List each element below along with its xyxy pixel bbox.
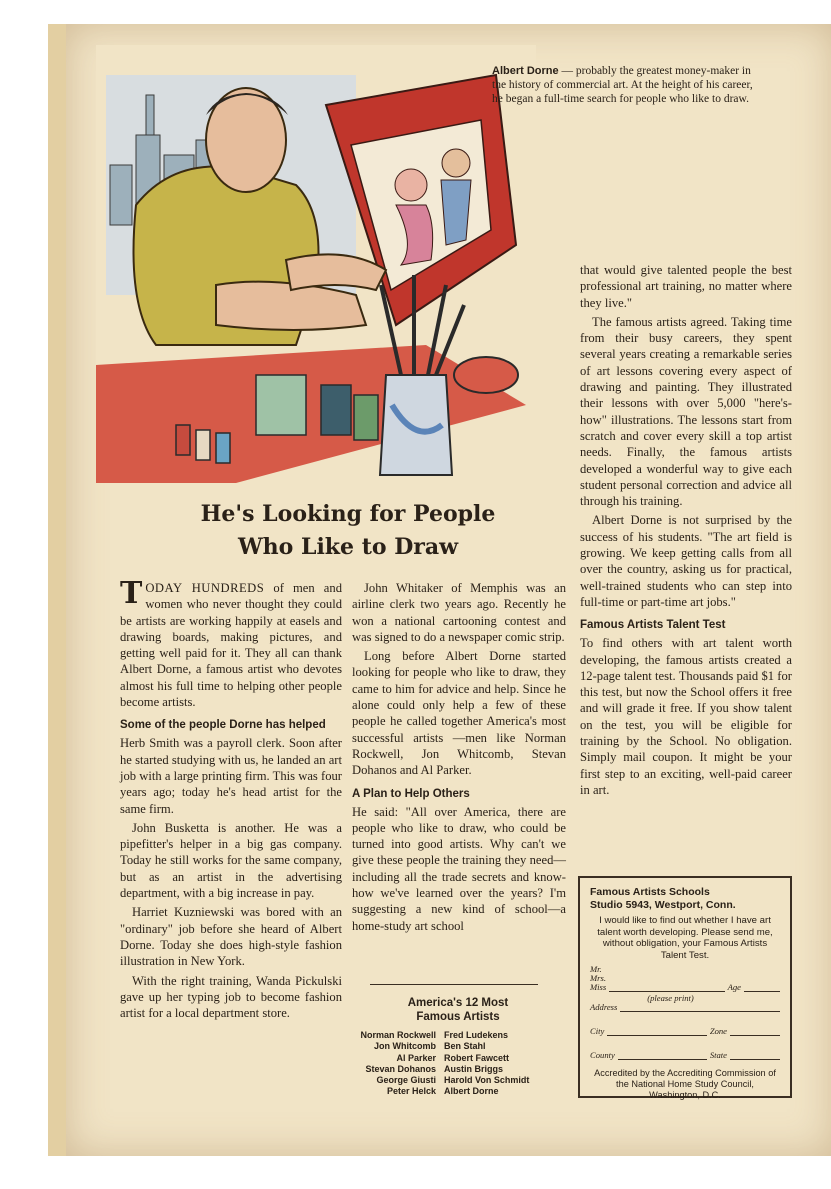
address-field[interactable]: Address xyxy=(590,1002,780,1012)
city-zone-field[interactable]: City Zone xyxy=(590,1026,780,1036)
article-column-1 xyxy=(120,576,342,1024)
article-paragraph: that would give talented people the best professional art training, no matter where they live." xyxy=(580,263,792,310)
article-column-2 xyxy=(352,580,566,937)
artists-list-title: America's 12 Most Famous Artists xyxy=(407,997,509,1023)
drop-cap: T xyxy=(120,576,143,611)
artist-name: Albert Dorne xyxy=(444,1086,499,1097)
artist-name: Austin Briggs xyxy=(444,1063,504,1074)
article-paragraph: John Busketta is another. He was a pipefitter's helper in a big gas company. Today he still works for the same company, but as an artist in the advertising department, with a big increase in pay. xyxy=(120,820,342,901)
artist-name: Norman Rockwell xyxy=(360,1030,436,1040)
artist-name: Ben Stahl xyxy=(444,1041,486,1052)
article-paragraph: The famous artists agreed. Taking time from their busy careers, they spent several years creating a remarkable series of art lessons covering every aspect of drawing and painting. They illustrated their lessons with over 5,000 "here's-how" illustrations. The lessons start from scratch and cover every skill a top artist needs. Finally, the famous artists developed a wonderful way to give each student personal correction and advice all through his training. xyxy=(580,314,792,509)
artist-name: Robert Fawcett xyxy=(444,1052,510,1063)
artist-illustration xyxy=(96,45,536,483)
article-paragraph: Harriet Kuzniewski was bored with an "ordinary" job before she heard of Albert Dorne. Today she does high-style fashion illustration in New York. xyxy=(120,905,342,969)
subhead-plan: A Plan to Help Others xyxy=(352,787,470,800)
caption-name: Albert Dorne xyxy=(492,65,559,77)
subhead-talent-test: Famous Artists Talent Test xyxy=(580,619,726,632)
illustration-caption xyxy=(492,64,762,106)
headline-line2: Who Like to Draw xyxy=(237,534,459,560)
artist-name: Fred Ludekens xyxy=(444,1030,509,1040)
coupon-address: Studio 5943, Westport, Conn. xyxy=(590,899,736,911)
article-paragraph: With the right training, Wanda Pickulski gave up her typing job to become fashion artist for a local department store. xyxy=(120,973,342,1021)
artist-name: Jon Whitcomb xyxy=(374,1041,436,1052)
headline xyxy=(118,498,578,564)
artist-name: Al Parker xyxy=(396,1052,436,1063)
artist-name: Peter Helck xyxy=(386,1086,436,1097)
article-paragraph: TODAY HUNDREDS of men and women who never thought they could be artists are working happily at easels and drawing boards, making pictures, and getting well paid for it. They all can thank Albert Dorne, a famous artist who devotes almost his full time to helping other people become artists. xyxy=(120,576,342,710)
accreditation-note: Accredited by the Accrediting Commission of the National Home Study Council, Washington, D.C. xyxy=(594,1068,776,1100)
artists-list xyxy=(342,1030,562,1098)
county-state-field[interactable]: County State xyxy=(590,1050,780,1060)
artist-name: Stevan Dohanos xyxy=(365,1063,436,1074)
coupon-body: I would like to find out whether I have art talent worth developing. Please send me, without obligation, your Famous Artists Talent Test. xyxy=(597,915,773,961)
article-paragraph: John Whitaker of Memphis was an airline clerk two years ago. Recently he won a national cartooning contest and was signed to do a newspaper comic strip. xyxy=(352,581,566,644)
article-paragraph: Herb Smith was a payroll clerk. Soon after he started studying with us, he landed an art job with a large printing firm. This was four years ago; today he's head artist for the same firm. xyxy=(120,736,342,816)
article-column-3 xyxy=(580,262,792,801)
divider xyxy=(370,984,538,985)
caption-text: — probably the greatest money-maker in the history of commercial art. At the height of his career, he began a full-time search for people who like to draw. xyxy=(492,65,753,105)
article-paragraph: He said: "All over America, there are people who like to draw, who could be turned into good artists. Why can't we give these people the training they need—including all the trade secrets and know-how we've learned over the years? I'm suggesting a new kind of school—a home-study art school xyxy=(352,804,566,933)
lead-in: ODAY HUNDREDS xyxy=(145,581,265,595)
article-paragraph: Albert Dorne is not surprised by the success of his students. "The art field is growing. We keep getting calls from all over the country, asking us for practical, well-trained students who can step into full-time or part-time art jobs." xyxy=(580,513,792,609)
artist-name: George Giusti xyxy=(376,1075,436,1086)
coupon-title: Famous Artists Schools xyxy=(590,886,710,898)
headline-line1: He's Looking for People xyxy=(200,501,496,527)
name-field[interactable]: Mr. Mrs. Miss (please print) Age xyxy=(590,965,780,992)
mail-coupon[interactable] xyxy=(578,876,792,1098)
artist-name: Harold Von Schmidt xyxy=(444,1075,530,1086)
article-paragraph: Long before Albert Dorne started looking for people who like to draw, they came to him for advice and help. Since he alone could only help a few of these people he called together America's most successful artists —men like Norman Rockwell, Jon Whitcomb, Stevan Dohanos and Al Parker. xyxy=(352,649,566,778)
article-paragraph: To find others with art talent worth developing, the famous artists created a 12-page talent test. Thousands paid $1 for this test, but now the School offers it free and will grade it free. If you show talent on the test, you will be eligible for training by the School. No obligation. Simply mail coupon. It might be your first step to an exciting, well-paid career in art. xyxy=(580,636,792,797)
subhead-people-helped: Some of the people Dorne has helped xyxy=(120,719,326,732)
